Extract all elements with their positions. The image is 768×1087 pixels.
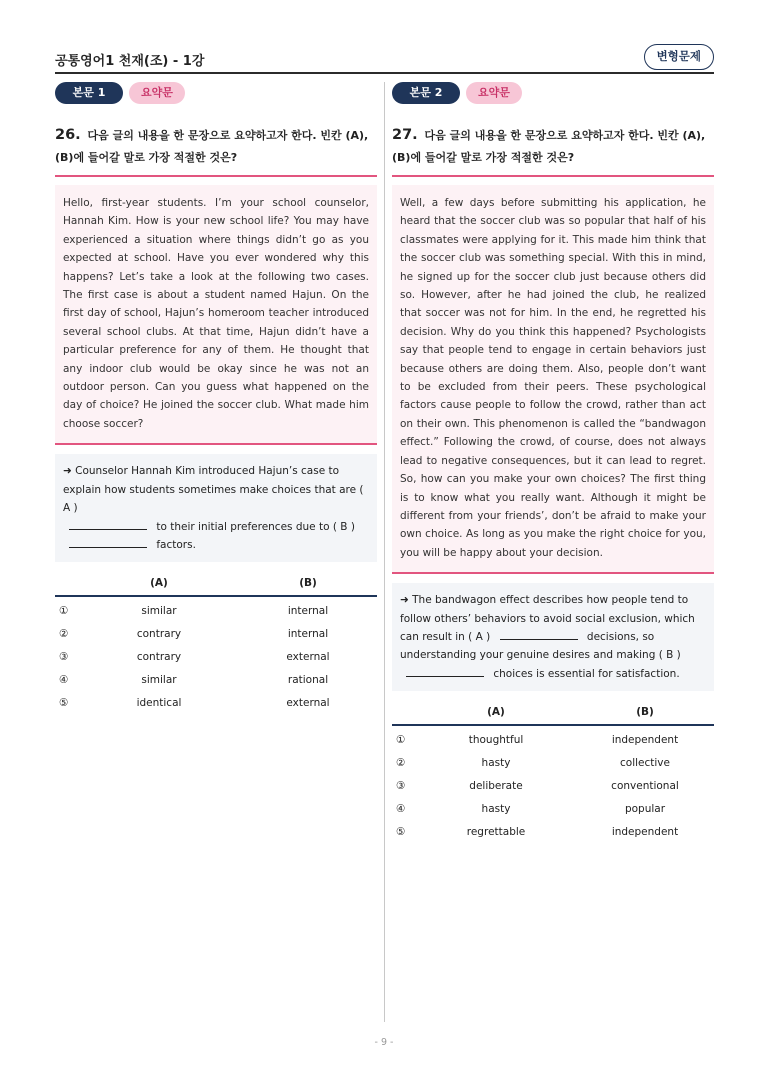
header-badge: 변형문제 xyxy=(644,44,714,70)
question-number: 27. xyxy=(392,127,418,143)
question-text: 다음 글의 내용을 한 문장으로 요약하고자 한다. 빈칸 (A), (B)에 들어갈 말로 가장 적절한 것은? xyxy=(392,129,706,164)
answer-option[interactable] xyxy=(55,669,377,692)
answer-option[interactable] xyxy=(55,646,377,669)
summary-text-2: to their initial preferences due to ( B ) xyxy=(156,520,355,533)
answer-options xyxy=(392,729,714,844)
col-a-header: (A) xyxy=(150,577,168,590)
option-b: independent xyxy=(611,734,679,747)
option-number: ② xyxy=(396,757,406,770)
option-a: thoughtful xyxy=(468,734,524,747)
col-a-header: (A) xyxy=(487,706,505,719)
answer-table-header xyxy=(392,699,714,726)
option-a: contrary xyxy=(136,628,182,641)
col-b-header: (B) xyxy=(299,577,317,590)
option-number: ④ xyxy=(59,674,69,687)
answer-option[interactable] xyxy=(55,600,377,623)
question-prompt xyxy=(392,124,714,177)
option-number: ⑤ xyxy=(59,697,69,710)
option-number: ④ xyxy=(396,803,406,816)
question-27-column xyxy=(392,82,714,844)
option-number: ⑤ xyxy=(396,826,406,839)
type-tag: 요약문 xyxy=(466,82,522,104)
answer-table-header xyxy=(55,570,377,597)
passage-box: Hello, first-year students. I’m your school counselor, Hannah Kim. How is your new school life? You may have experienced a situation where things didn’t go as you expected at school. Have you ever wondered why this happens? Let’s take a look at the following two cases. The first case is about a student named Hajun. On the first day of school, Hajun’s homeroom teacher introduced several school clubs. At that time, Hajun didn’t have a particular preference for any of them. He thought that any indoor club would be okay since he was not an outdoor person. Can you guess what happened on the day of choice? He joined the soccer club. What made him choose soccer? xyxy=(55,185,377,445)
type-tag: 요약문 xyxy=(129,82,185,104)
header-title: 공통영어1 천재(조) - 1강 xyxy=(55,54,205,69)
summary-text-3: choices is essential for satisfaction. xyxy=(493,667,680,680)
summary-text-1: ➜ The bandwagon effect describes how people tend to follow others’ behaviors to avoid social exclusion, which can result in ( A ) xyxy=(400,594,695,643)
option-b: collective xyxy=(620,757,670,770)
question-26-column xyxy=(55,82,377,715)
option-a: similar xyxy=(141,605,177,618)
summary-text-1: ➜ Counselor Hannah Kim introduced Hajun’s case to explain how students sometimes make choices that are ( A ) xyxy=(63,465,364,515)
blank-b xyxy=(69,538,147,548)
question-prompt xyxy=(55,124,377,177)
option-a: hasty xyxy=(481,803,511,816)
answer-option[interactable] xyxy=(55,623,377,646)
column-divider xyxy=(384,82,385,1022)
passage-tag: 본문 1 xyxy=(55,82,123,104)
tags-row xyxy=(392,82,714,104)
summary-text-3: factors. xyxy=(156,538,196,551)
page-header xyxy=(55,44,714,74)
option-a: similar xyxy=(141,674,177,687)
blank-a xyxy=(69,520,147,530)
answer-option[interactable] xyxy=(392,775,714,798)
option-a: hasty xyxy=(481,757,511,770)
summary-text-2: decisions, so understanding your genuine desires and making ( B ) xyxy=(400,630,681,662)
option-a: deliberate xyxy=(469,780,523,793)
option-b: internal xyxy=(287,605,329,618)
option-a: regrettable xyxy=(466,826,526,839)
question-number: 26. xyxy=(55,127,81,143)
question-text: 다음 글의 내용을 한 문장으로 요약하고자 한다. 빈칸 (A), (B)에 들어갈 말로 가장 적절한 것은? xyxy=(55,129,369,164)
col-b-header: (B) xyxy=(636,706,654,719)
page-number: - 9 - xyxy=(374,1037,394,1048)
blank-b xyxy=(406,667,484,677)
option-b: popular xyxy=(624,803,666,816)
option-b: internal xyxy=(287,628,329,641)
option-number: ③ xyxy=(59,651,69,664)
passage-box: Well, a few days before submitting his application, he heard that the soccer club was so popular that half of his classmates were applying for it. This made him think that the soccer club was something special. With this in mind, he signed up for the soccer club just because others did so. However, after he had joined the club, he realized that soccer was not for him. In the end, he regretted his decision. Why do you think this happened? Psychologists say that people tend to engage in certain behaviors just because others are doing them. Also, people don’t want to be excluded from their peers. These psychological factors cause people to follow the crowd, rather than act on their own. This phenomenon is called the “bandwagon effect.” Following the crowd, of course, does not always lead to negative consequences, but it can lead to regret. So, how can you make your own choices? The first thing is to know what you really want. Although it might be different from your friends’, don’t be afraid to make your own choice. As long as you make the right choice for you, you will be happy about your decision. xyxy=(392,185,714,574)
option-number: ③ xyxy=(396,780,406,793)
option-number: ① xyxy=(59,605,69,618)
option-b: conventional xyxy=(611,780,679,793)
summary-box xyxy=(392,583,714,691)
answer-option[interactable] xyxy=(392,798,714,821)
tags-row xyxy=(55,82,377,104)
answer-option[interactable] xyxy=(55,692,377,715)
option-number: ② xyxy=(59,628,69,641)
passage-tag: 본문 2 xyxy=(392,82,460,104)
option-b: rational xyxy=(287,674,329,687)
answer-options xyxy=(55,600,377,715)
answer-option[interactable] xyxy=(392,729,714,752)
summary-box xyxy=(55,454,377,562)
option-a: identical xyxy=(136,697,182,710)
option-b: external xyxy=(286,697,330,710)
option-b: independent xyxy=(611,826,679,839)
option-b: external xyxy=(286,651,330,664)
answer-option[interactable] xyxy=(392,821,714,844)
option-a: contrary xyxy=(136,651,182,664)
option-number: ① xyxy=(396,734,406,747)
answer-option[interactable] xyxy=(392,752,714,775)
blank-a xyxy=(500,630,578,640)
